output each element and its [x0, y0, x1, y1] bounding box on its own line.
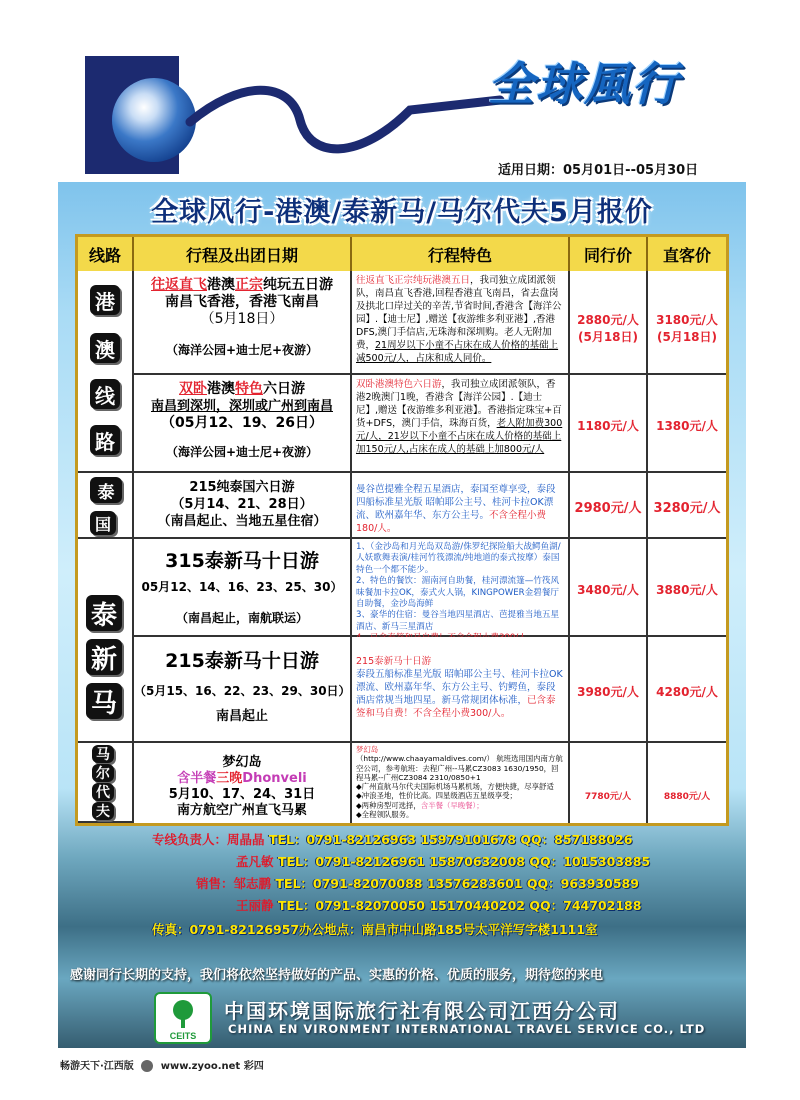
- company-name-cn: 中国环境国际旅行社有限公司江西分公司: [224, 999, 620, 1023]
- feat-bullet: ◆两种房型可选择，: [356, 800, 421, 810]
- fax-address: 传真：0791-82126957办公地点：南昌市中山路185号太平洋写字楼1111室: [152, 922, 598, 937]
- peer-price-cell-4: [570, 539, 648, 637]
- retail-price: 4280元/人: [656, 685, 718, 699]
- contact-name: 销售：邹志鹏: [196, 876, 272, 891]
- itinerary-cell-6: [134, 743, 352, 823]
- route-char: 泰: [86, 595, 122, 631]
- it-title: 315泰新马十日游: [165, 550, 319, 572]
- validity-dates: 适用日期：05月01日--05月30日: [498, 163, 699, 178]
- feat-tail: 21周岁以下小童不占床在成人价格的基础上减500元/人，占床和成人同价。: [356, 340, 559, 364]
- retail-price-cell-6: [648, 743, 726, 823]
- feat-bullet: ◆全程领队服务。: [356, 810, 414, 820]
- feat-tail: 老人附加费300元/人，21岁以下小童不占床在成人价格的基础上加150元/人,占床在成人的基础上加800元/人: [356, 418, 563, 455]
- contact-name: 孟凡敏: [236, 854, 274, 869]
- route-char: 马: [86, 683, 122, 719]
- contact-tel: TEL：0791-82070088: [275, 876, 423, 891]
- it-title-part: 正宗: [235, 277, 263, 293]
- retail-price: 3280元/人: [653, 501, 721, 516]
- route-char: 线: [90, 379, 120, 409]
- it-line2-part: 含半餐: [177, 771, 217, 786]
- footer-publication: 畅游天下·江西版: [60, 1061, 134, 1072]
- route-cell-gangao: [78, 271, 134, 473]
- route-char: 泰: [90, 477, 122, 503]
- footer-badge-icon: [141, 1060, 153, 1072]
- it-note: （海洋公园+迪士尼+夜游）: [165, 445, 319, 459]
- footer-page: 彩四: [243, 1061, 264, 1072]
- feat-tail: 不含全程小费180/人。: [356, 510, 547, 534]
- feat-head: 215泰新马十日游: [356, 656, 432, 667]
- it-dates: 05月12、14、16、23、25、30）: [141, 580, 343, 594]
- feat-head: 双卧港澳特色六日游: [356, 379, 442, 390]
- route-char: 夫: [92, 802, 114, 820]
- it-note: （南昌起止、当地五星住宿）: [157, 514, 327, 529]
- feat-body: ，我司独立成团派领队，香港2晚澳门1晚，香港含【海洋公园】.【迪士尼】,赠送【夜游维多利亚港】。香港指定珠宝+百货+DFS，澳门手信，珠海百货，: [356, 379, 562, 429]
- it-note: 南昌起止: [215, 709, 268, 724]
- route-char: 新: [86, 639, 122, 675]
- features-cell-3: [352, 473, 570, 539]
- logo-text: CEITS: [169, 1031, 197, 1041]
- contact-name: 王丽静: [236, 898, 274, 913]
- contact-mobile: 15979101678: [420, 832, 517, 847]
- col-header-retail-price: 直客价: [648, 237, 726, 271]
- route-cell-thai: [78, 473, 134, 539]
- peer-price-cell-3: [570, 473, 648, 539]
- it-title-part: 双卧: [179, 381, 207, 397]
- col-header-peer-price: 同行价: [570, 237, 648, 271]
- contact-row: [236, 896, 641, 914]
- it-note: （海洋公园+迪士尼+夜游）: [165, 343, 319, 357]
- retail-price: 3180元/人: [656, 313, 718, 327]
- itinerary-cell-3: [134, 473, 352, 539]
- it-title: 梦幻岛: [222, 755, 262, 770]
- features-cell-1: [352, 271, 570, 375]
- retail-price-cell-1: [648, 271, 726, 375]
- route-char: 路: [90, 425, 120, 455]
- contact-qq: QQ：963930589: [526, 876, 639, 891]
- col-header-route: 线路: [78, 237, 134, 271]
- tree-logo-icon: [156, 994, 210, 1042]
- features-cell-4: [352, 539, 570, 637]
- it-note: （南昌起止，南航联运）: [175, 611, 308, 625]
- it-line2-part: Dhonveli: [242, 771, 307, 786]
- company-name-en: CHINA EN VIRONMENT INTERNATIONAL TRAVEL SERVICE CO., LTD: [228, 1022, 706, 1036]
- swoosh-graphic: [170, 60, 500, 170]
- retail-price-cell-5: [648, 637, 726, 743]
- retail-price-sub: (5月18日): [656, 330, 718, 344]
- peer-price: 7780元/人: [584, 792, 632, 802]
- retail-price-cell-4: [648, 539, 726, 637]
- retail-price: 8880元/人: [663, 792, 711, 802]
- route-char: 澳: [90, 333, 120, 363]
- contact-tel: TEL：0791-82126961: [277, 854, 425, 869]
- itinerary-cell-4: [134, 539, 352, 637]
- peer-price-sub: (5月18日): [577, 330, 639, 344]
- itinerary-cell-2: [134, 375, 352, 473]
- peer-price-cell-5: [570, 637, 648, 743]
- footer: [60, 1057, 264, 1072]
- it-title-part: 特色: [235, 381, 263, 397]
- peer-price: 2880元/人: [577, 313, 639, 327]
- footer-site[interactable]: www.zyoo.net: [160, 1061, 241, 1072]
- feat-bullet-highlight: 含半餐（早晚餐）；: [420, 800, 484, 810]
- contact-qq: QQ：744702188: [529, 898, 642, 913]
- peer-price: 2980元/人: [574, 501, 642, 516]
- it-title-part: 港澳: [207, 277, 235, 293]
- brand-title: 全球風行: [488, 57, 680, 111]
- retail-price: 3880元/人: [656, 583, 718, 597]
- itinerary-cell-5: [134, 637, 352, 743]
- contact-row: [196, 874, 639, 892]
- contact-name: 专线负责人：周晶晶: [152, 832, 265, 847]
- feat-tail: 已含泰签和马自费！不含全程小费300/人。: [356, 695, 556, 719]
- feat-body: 泰段五船标准星光版 昭帕耶公主号、桂河卡拉OK漂流、欧州嘉年华、东方公主号、钓鳄鱼，泰段酒店常规当地四星。新马常规团体标准，: [356, 669, 563, 706]
- contact-row: [152, 830, 632, 848]
- route-char: 国: [90, 511, 116, 535]
- feat-point: 3、豪华的住宿：曼谷当地四星酒店、芭提雅当地五星酒店、新马三星酒店: [356, 610, 560, 632]
- route-cell-maldives: [78, 743, 134, 823]
- route-char: 尔: [92, 764, 114, 782]
- page-title: 全球风行-港澳/泰新马/马尔代夫5月报价: [151, 197, 653, 228]
- it-title: 215泰新马十日游: [165, 650, 319, 672]
- it-line2-part: 三晚: [216, 771, 243, 786]
- it-dates: （05月12、19、26日）: [161, 415, 323, 431]
- it-title-part: 纯玩五日游: [263, 277, 333, 293]
- it-title-part: 六日游: [263, 381, 305, 397]
- contact-mobile: 15170440202: [429, 898, 526, 913]
- it-title-part: 往返直飞: [151, 277, 207, 293]
- col-header-features: 行程特色: [352, 237, 570, 271]
- feat-body: 泰段四船标准星光版 昭帕耶公主号、桂河卡拉OK漂流、欧州嘉年华、东方公主号。: [356, 484, 556, 521]
- route-char: 代: [92, 783, 114, 801]
- it-route: 南昌飞香港，香港飞南昌: [165, 294, 319, 310]
- contact-mobile: 13576283601: [426, 876, 523, 891]
- contact-qq: QQ：857188026: [520, 832, 633, 847]
- company-logo: [154, 992, 212, 1044]
- peer-price: 3480元/人: [577, 583, 639, 597]
- retail-price-cell-3: [648, 473, 726, 539]
- it-title: 215纯泰国六日游: [189, 480, 295, 495]
- it-dates: 5月10、17、24、31日: [168, 787, 316, 802]
- feat-head: 梦幻岛: [356, 745, 379, 754]
- contact-row: [236, 852, 650, 870]
- feat-point: 2、特色的餐饮：湄南河自助餐，桂河漂流篷—竹筏风味餐加卡拉OK，泰式火人锅，KINGPOWER金碧餐厅自助餐，金沙岛海鲜: [356, 576, 560, 610]
- retail-price-cell-2: [648, 375, 726, 473]
- contact-qq: QQ：1015303885: [529, 854, 651, 869]
- it-title-part: 港澳: [207, 381, 235, 397]
- contact-tel: TEL：0791-82070050: [277, 898, 425, 913]
- it-dates: （5月15、16、22、23、29、30日）: [134, 684, 351, 698]
- col-header-itinerary: 行程及出团日期: [134, 237, 352, 271]
- route-char: 马: [92, 745, 114, 763]
- retail-price: 1380元/人: [656, 419, 718, 433]
- features-cell-6: [352, 743, 570, 823]
- feat-head: 往返直飞正宗纯玩港澳五日: [356, 275, 471, 286]
- it-route: 南昌到深圳，深圳或广州到南昌: [150, 399, 333, 414]
- peer-price-cell-1: [570, 271, 648, 375]
- it-note: 南方航空广州直飞马累: [176, 803, 307, 818]
- itinerary-cell-1: [134, 271, 352, 375]
- it-dates: （5月14、21、28日）: [171, 497, 313, 512]
- feat-point: 1、（金沙岛和月光岛双岛游/侏罗纪探险船大战鳄鱼湖/人妖歌舞表演/桂河竹筏漂流/纯地道的泰式按摩）泰国特色一个都不能少。: [356, 542, 561, 575]
- route-char: 港: [90, 285, 120, 315]
- feat-body: ，我司独立成团派领队，南昌直飞香港,回程香港直飞南昌，省去盘岗及拱北口岸过关的辛苦,节省时间,香港含【海洋公园】.【迪士尼】,赠送【夜游维多利亚港】,香港DFS,澳门手信店,无珠海和深圳购。老人无附加费，: [356, 275, 562, 351]
- features-cell-2: [352, 375, 570, 473]
- it-dates: （5月18日）: [200, 311, 284, 327]
- contact-tel: TEL：0791-82126963: [268, 832, 416, 847]
- peer-price: 3980元/人: [577, 685, 639, 699]
- peer-price-cell-6: [570, 743, 648, 823]
- feat-head: 曼谷芭提雅全程五星酒店，泰国至尊享受，: [356, 484, 537, 495]
- feat-bullet: ◆冲浪圣地，性价比高。四星级酒店五星级享受；: [356, 791, 517, 801]
- features-cell-5: [352, 637, 570, 743]
- thanks-message: 感谢同行长期的支持，我们将依然坚持做好的产品、实惠的价格、优质的服务，期待您的来电: [70, 968, 604, 983]
- peer-price-cell-2: [570, 375, 648, 473]
- feat-bullet: ◆广州直航马尔代夫国际机场马累机场，方便快捷，尽享舒适: [356, 782, 554, 792]
- contact-mobile: 15870632008: [429, 854, 526, 869]
- feat-body: （http://www.chaayamaldives.com/） 航班选用国内南方航空公司，参考航班：去程广州--马累CZ3083 1630/1950，回程马累--广州CZ3084 2310/0850+1: [356, 754, 563, 782]
- route-cell-taixinma: [78, 539, 134, 743]
- peer-price: 1180元/人: [577, 419, 639, 433]
